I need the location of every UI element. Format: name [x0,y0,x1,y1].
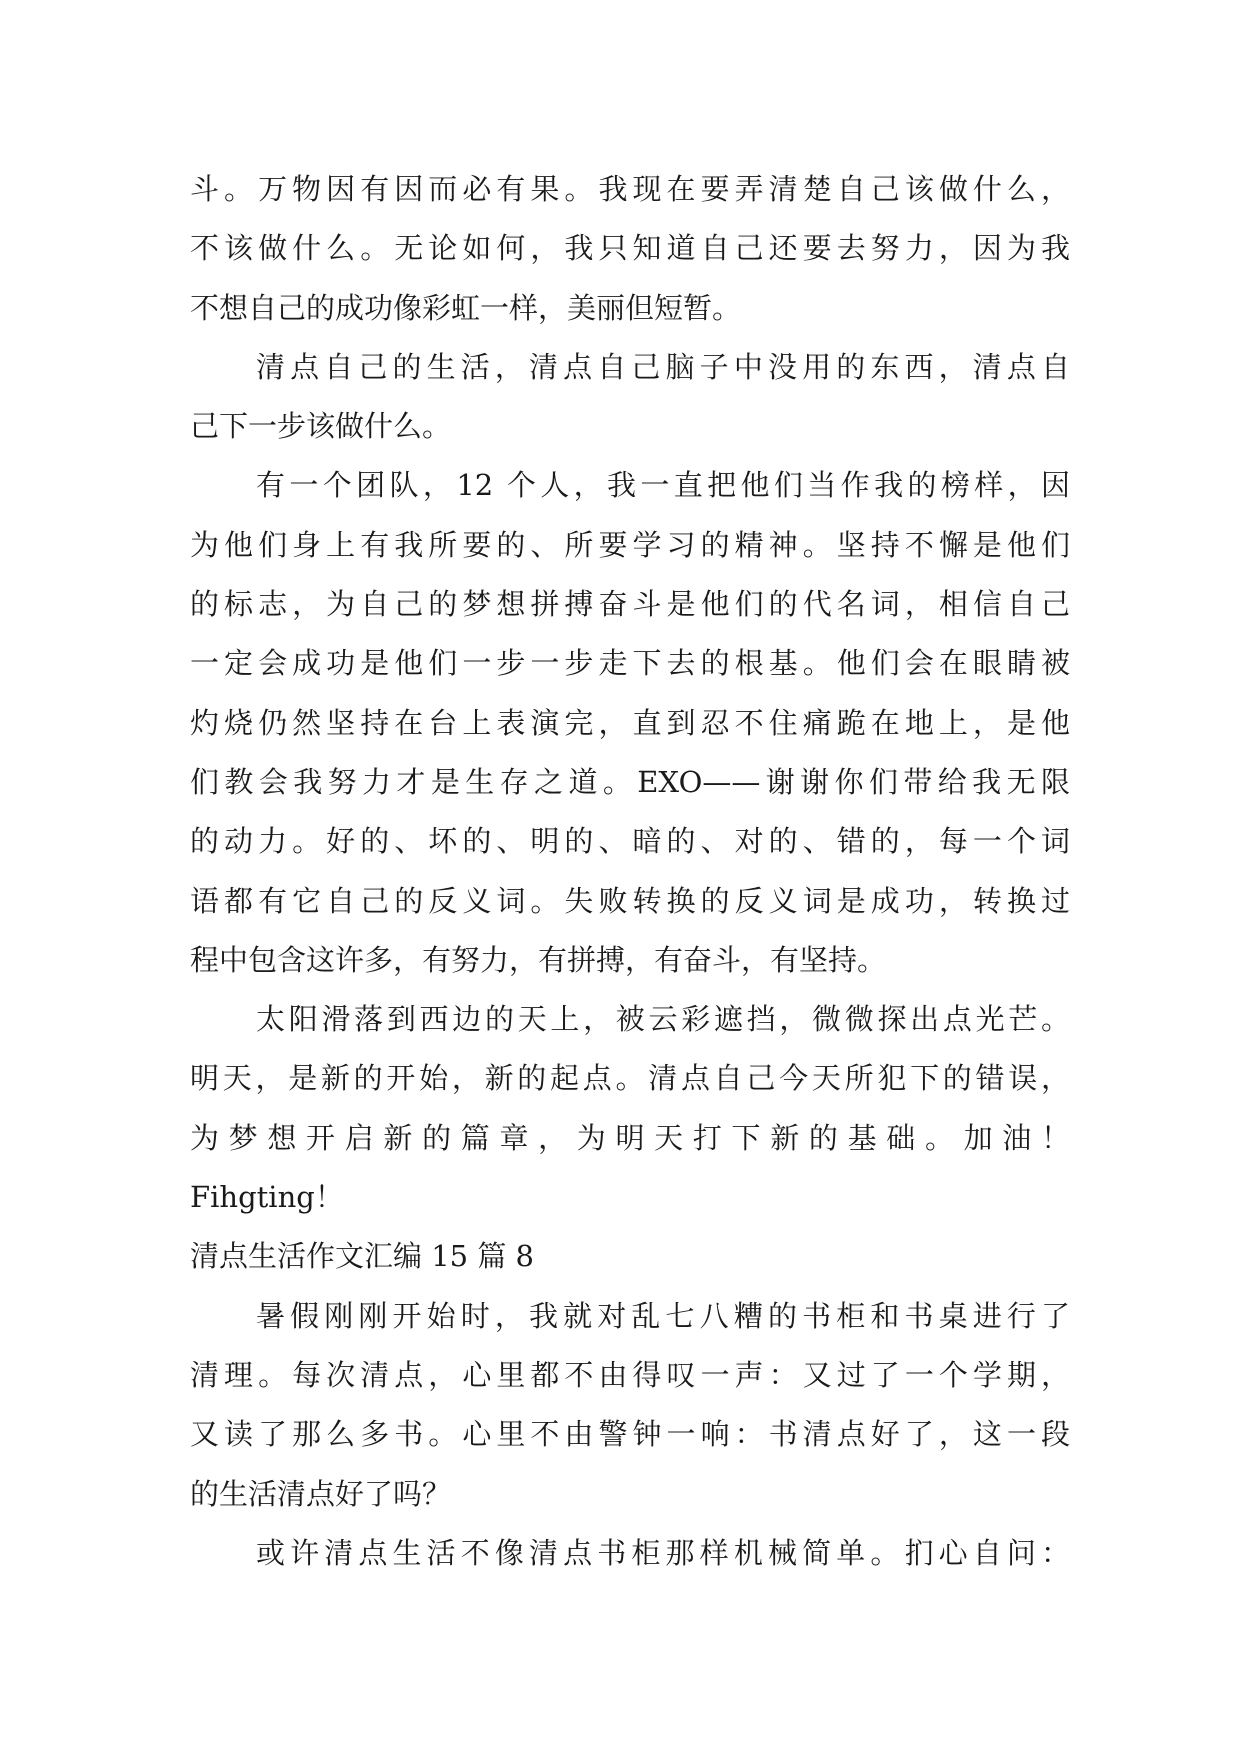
text-line: Fihgting！ [190,1180,344,1215]
text-line: 们教会我努力才是生存之道。EXO——谢谢你们带给我无限 [190,764,1070,799]
text-line: 的标志，为自己的梦想拼搏奋斗是他们的代名词，相信自己 [190,587,1070,622]
text-line: 有一个团队，12 个人，我一直把他们当作我的榜样，因 [256,468,1070,503]
text-line: 太阳滑落到西边的天上，被云彩遮挡，微微探出点光芒。 [256,1002,1070,1037]
text-line: 一定会成功是他们一步一步走下去的根基。他们会在眼睛被 [190,646,1070,681]
section-heading: 清点生活作文汇编 15 篇 8 [190,1239,535,1274]
text-line: 为他们身上有我所要的、所要学习的精神。坚持不懈是他们 [190,527,1070,562]
text-line: 灼烧仍然坚持在台上表演完，直到忍不住痛跪在地上，是他 [190,705,1070,740]
text-line: 不该做什么。无论如何，我只知道自己还要去努力，因为我 [190,231,1070,266]
text-line: 又读了那么多书。心里不由警钟一响：书清点好了，这一段 [190,1417,1070,1452]
text-line: 的生活清点好了吗？ [190,1476,452,1511]
text-line: 语都有它自己的反义词。失败转换的反义词是成功，转换过 [190,883,1070,918]
text-line: 暑假刚刚开始时，我就对乱七八糟的书柜和书桌进行了 [256,1298,1070,1333]
text-line: 或许清点生活不像清点书柜那样机械简单。扪心自问： [256,1535,1070,1570]
text-line: 己下一步该做什么。 [190,409,452,444]
text-line: 明天，是新的开始，新的起点。清点自己今天所犯下的错误， [190,1061,1070,1096]
article-body [190,160,1070,1583]
text-line: 程中包含这许多，有努力，有拼搏，有奋斗，有坚持。 [190,942,887,977]
text-line: 不想自己的成功像彩虹一样，美丽但短暂。 [190,290,742,325]
text-line: 斗。万物因有因而必有果。我现在要弄清楚自己该做什么， [190,172,1070,206]
text-line: 为梦想开启新的篇章，为明天打下新的基础。加油！ [190,1120,1070,1155]
text-line: 的动力。好的、坏的、明的、暗的、对的、错的，每一个词 [190,824,1070,859]
text-line: 清点自己的生活，清点自己脑子中没用的东西，清点自 [256,349,1070,384]
text-line: 清理。每次清点，心里都不由得叹一声：又过了一个学期， [190,1357,1070,1392]
